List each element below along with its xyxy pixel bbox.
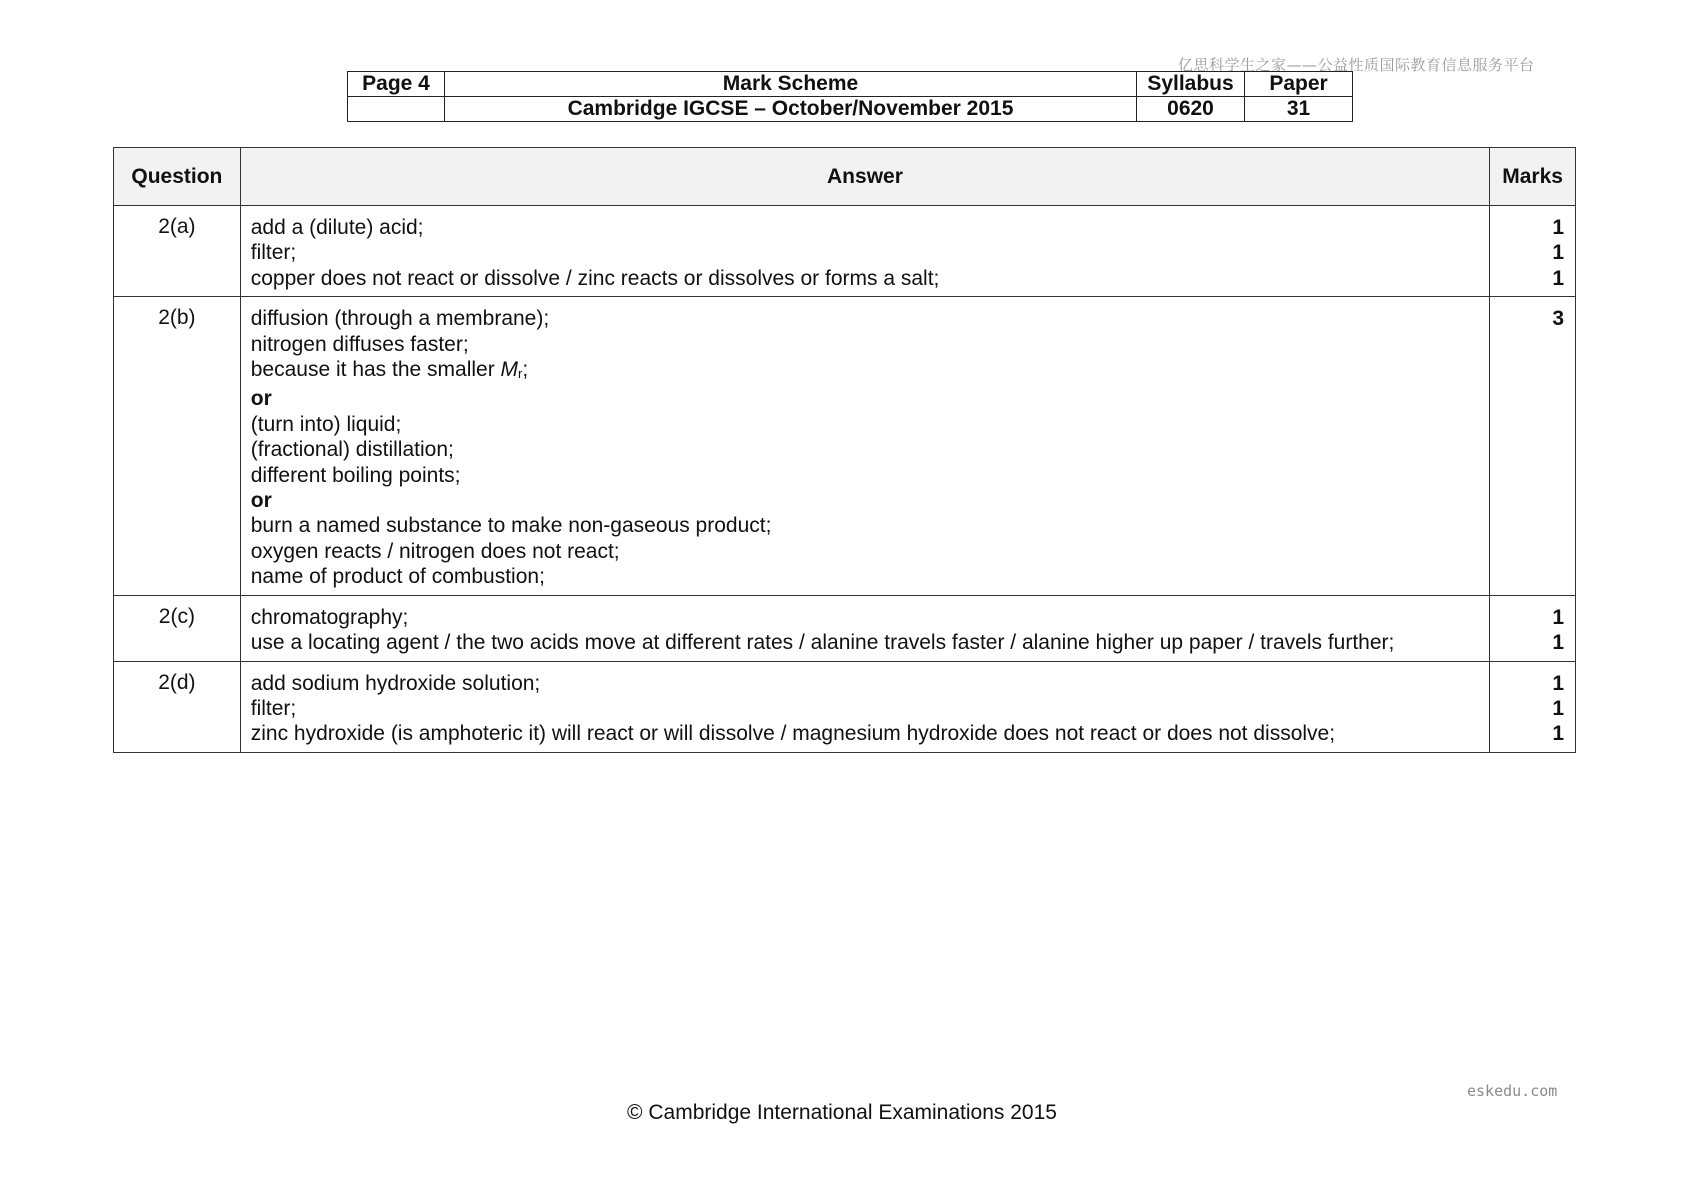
paper-number: 31 <box>1245 97 1353 122</box>
answer-line: add a (dilute) acid; <box>250 216 424 239</box>
header-row <box>348 72 1353 97</box>
syllabus-label: Syllabus <box>1137 72 1245 97</box>
marks-cell <box>1490 661 1576 752</box>
header-table <box>347 71 1353 122</box>
answer-line <box>251 357 1479 386</box>
column-header-answer: Answer <box>240 148 1489 206</box>
question-number: 2(d) <box>114 661 241 752</box>
answer-line: copper does not react or dissolve / zinc reacts or dissolves or forms a salt; <box>250 266 940 290</box>
mark-value: 3 <box>1552 307 1564 331</box>
answer-line: zinc hydroxide (is amphoteric it) will react or will dissolve / magnesium hydroxide does not react or does not dissolve; <box>250 722 1336 746</box>
table-header-row <box>114 148 1576 206</box>
mark-value: 1 <box>1552 266 1564 290</box>
answer-text-tail: ; <box>522 358 529 382</box>
mark-value: 1 <box>1552 605 1564 629</box>
mark-value: 1 <box>1552 722 1564 746</box>
header-row <box>348 97 1353 122</box>
header-empty-cell <box>348 97 445 122</box>
watermark-bottom: eskedu.com <box>1467 1082 1558 1100</box>
table-body <box>114 206 1576 753</box>
answer-cell <box>240 661 1489 752</box>
answer-line: chromatography; <box>250 605 409 629</box>
syllabus-code: 0620 <box>1137 97 1245 122</box>
answer-line: different boiling points; <box>250 463 461 487</box>
answer-cell <box>240 206 1489 297</box>
symbol-m: M <box>500 358 519 382</box>
exam-session: Cambridge IGCSE – October/November 2015 <box>445 97 1137 122</box>
mark-value: 1 <box>1552 696 1564 720</box>
answer-cell <box>240 595 1489 661</box>
answer-line: name of product of combustion; <box>250 565 545 589</box>
mark-value: 1 <box>1552 216 1564 239</box>
answer-line: nitrogen diffuses faster; <box>250 332 469 356</box>
paper-label: Paper <box>1245 72 1353 97</box>
alternative-marker: or <box>250 387 272 411</box>
table-row <box>114 206 1576 297</box>
answer-cell <box>240 297 1489 595</box>
watermark-top: 亿思科学生之家——公益性质国际教育信息服务平台 <box>1178 56 1535 74</box>
answer-line: (turn into) liquid; <box>250 412 402 436</box>
answer-line: burn a named substance to make non-gaseous product; <box>250 514 772 538</box>
answer-line: add sodium hydroxide solution; <box>250 671 541 695</box>
page-number: Page 4 <box>348 72 445 97</box>
marks-cell <box>1490 595 1576 661</box>
symbol-subscript: r <box>518 366 523 382</box>
answer-line: filter; <box>250 696 297 720</box>
answer-text: because it has the smaller <box>250 358 501 382</box>
table-row <box>114 595 1576 661</box>
question-number: 2(b) <box>114 297 241 595</box>
mark-value: 1 <box>1552 241 1564 265</box>
marks-cell <box>1490 206 1576 297</box>
question-number: 2(a) <box>114 206 241 297</box>
column-header-question: Question <box>114 148 241 206</box>
marks-cell <box>1490 297 1576 595</box>
document-title: Mark Scheme <box>445 72 1137 97</box>
alternative-marker: or <box>250 489 272 513</box>
answer-line: diffusion (through a membrane); <box>250 307 550 331</box>
table-row <box>114 297 1576 595</box>
question-number: 2(c) <box>114 595 241 661</box>
mark-value: 1 <box>1552 671 1564 695</box>
answer-line: (fractional) distillation; <box>250 438 454 462</box>
answer-line: filter; <box>250 241 297 265</box>
mark-scheme-table <box>113 147 1576 753</box>
answer-line: use a locating agent / the two acids move at different rates / alanine travels faster / alanine higher up paper / travels further; <box>250 631 1395 655</box>
table-row <box>114 661 1576 752</box>
column-header-marks: Marks <box>1490 148 1576 206</box>
mark-value: 1 <box>1552 631 1564 655</box>
answer-line: oxygen reacts / nitrogen does not react; <box>250 539 620 563</box>
copyright-footer: © Cambridge International Examinations 2015 <box>627 1101 1057 1124</box>
